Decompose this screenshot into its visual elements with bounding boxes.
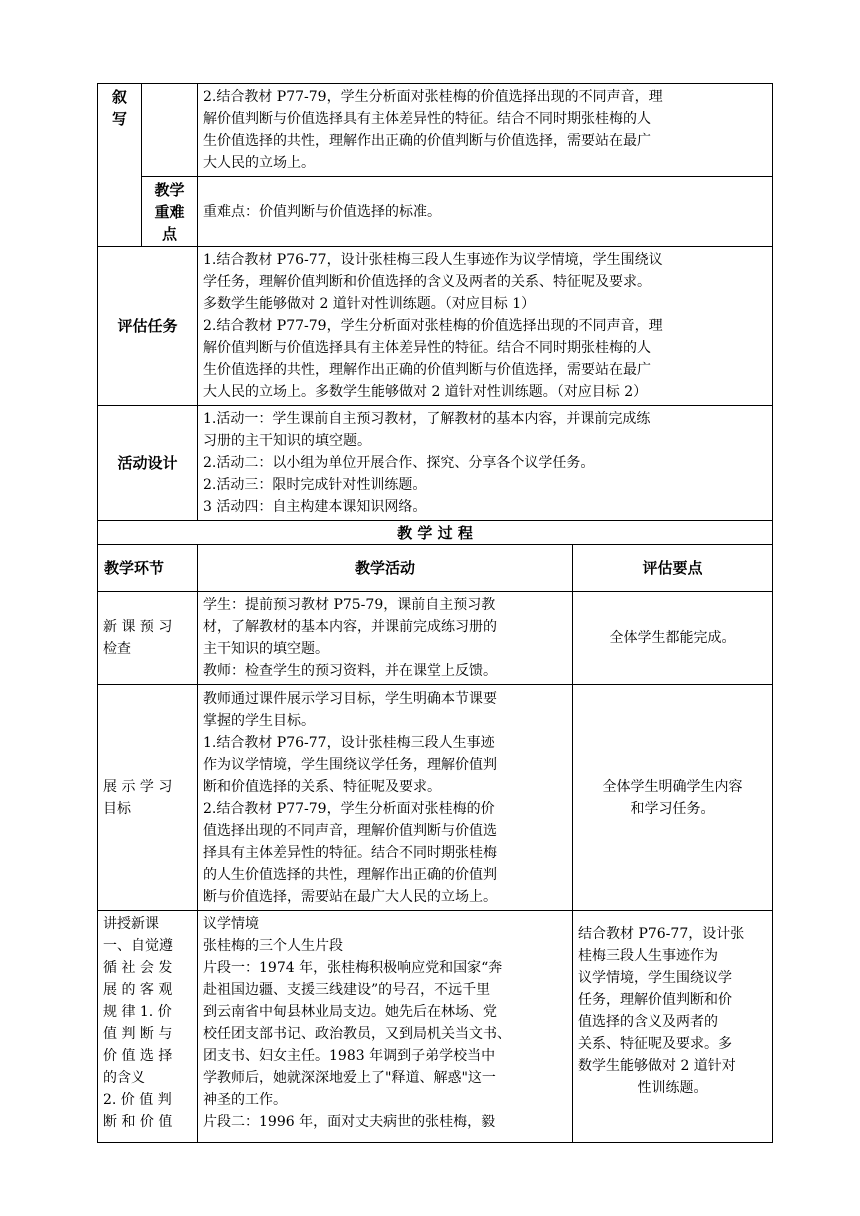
difficulty-label (142, 177, 198, 247)
activity-cell-line: 教师通过课件展示学习目标，学生明确本节课要 (203, 690, 497, 707)
difficulty-label-line: 重难 (154, 202, 185, 221)
assessment-line: 大人民的立场上。多数学生能够做对 2 道针对性训练题。（对应目标 2） (203, 384, 648, 400)
stage-line: 新 课 预 习 (103, 619, 173, 635)
assessment-text (198, 247, 773, 406)
activity-line: 3 活动四：自主构建本课知识网络。 (203, 499, 427, 515)
activity-cell-line: 教师：检查学生的预习资料，并在课堂上反馈。 (203, 663, 497, 679)
stage-line: 讲授新课 (103, 916, 159, 932)
activity-line: 2.活动二：以小组为单位开展合作、探究、分享各个议学任务。 (203, 455, 595, 471)
assessment-cell-line: 全体学生明确学生内容 (602, 778, 743, 795)
activity-cell-line: 团支书、妇女主任。1983 年调到子弟学校当中 (203, 1048, 496, 1064)
lesson-plan-table (97, 83, 773, 1143)
stage-line: 检查 (103, 641, 131, 657)
activity-line: 2.活动三：限时完成针对性训练题。 (203, 477, 427, 493)
assessment-cell (573, 685, 773, 911)
activity-cell-line: 片段二：1996 年，面对丈夫病世的张桂梅，毅 (203, 1114, 496, 1130)
assessment-label: 评估任务 (98, 247, 198, 406)
activity-line: 1.活动一：学生课前自主预习教材，了解教材的基本内容，并课前完成练 (203, 411, 651, 427)
activity-cell-line: 材，了解教材的基本内容，并课前完成练习册的 (203, 619, 497, 635)
activity-cell-line: 学教师后，她就深深地爱上了"释道、解惑"这一 (203, 1070, 496, 1086)
stage-line: 的含义 (103, 1070, 145, 1086)
assessment-cell-line: 关系、特征呢及要求。多 (578, 1036, 732, 1052)
header-assessment: 评估要点 (573, 545, 773, 592)
assessment-cell-line: 桂梅三段人生事迹作为 (578, 948, 718, 964)
difficulty-text (198, 177, 773, 247)
objective-line: 2.结合教材 P77-79，学生分析面对张桂梅的价值选择出现的不同声音，理 (203, 89, 663, 105)
stage-line: 一、自觉遵 (103, 938, 173, 954)
stage-line: 2. 价 值 判 (103, 1092, 172, 1108)
assessment-line: 生价值选择的共性，理解作出正确的价值判断与价值选择，需要站在最广 (203, 362, 651, 378)
activity-cell-line: 学生：提前预习教材 P75-79，课前自主预习教 (203, 597, 496, 613)
process-title: 教 学 过 程 (98, 521, 773, 545)
stage-cell (98, 685, 198, 911)
activity-cell-line: 作为议学情境，学生围绕议学任务，理解价值判 (203, 756, 497, 773)
assessment-cell-line: 结合教材 P76-77，设计张 (578, 926, 745, 942)
activity-cell (198, 911, 573, 1143)
difficulty-text-line: 重难点：价值判断与价值选择的标准。 (203, 203, 441, 220)
activity-cell-line: 择具有主体差异性的特征。结合不同时期张桂梅 (203, 844, 497, 861)
header-stage: 教学环节 (98, 545, 198, 592)
assessment-line: 1.结合教材 P76-77，设计张桂梅三段人生事迹作为议学情境，学生围绕议 (203, 252, 663, 268)
activity-cell (198, 592, 573, 685)
activity-cell-line: 校任团支部书记、政治教员，又到局机关当文书、 (203, 1026, 511, 1042)
stage-line: 断 和 价 值 (103, 1114, 173, 1130)
objective-line: 解价值判断与价值选择具有主体差异性的特征。结合不同时期张桂梅的人 (203, 111, 651, 127)
stage-cell (98, 592, 198, 685)
objective-line: 生价值选择的共性，理解作出正确的价值判断与价值选择，需要站在最广 (203, 133, 651, 149)
activity-cell-line: 1.结合教材 P76-77，设计张桂梅三段人生事迹 (203, 734, 495, 751)
difficulty-label-line: 教学 (154, 180, 185, 199)
activity-cell-line: 断和价值选择的关系、特征呢及要求。 (203, 778, 441, 795)
assessment-cell-line: 议学情境，学生围绕议学 (578, 970, 732, 986)
activity-cell-line: 主干知识的填空题。 (203, 641, 329, 657)
section-label-objectives (98, 84, 142, 247)
header-activity: 教学活动 (198, 545, 573, 592)
assessment-cell-line: 值选择的含义及两者的 (578, 1014, 718, 1030)
activity-cell-line: 张桂梅的三个人生片段 (203, 938, 343, 954)
objectives-text-cell (198, 84, 773, 177)
stage-line: 目标 (103, 800, 131, 817)
activity-cell-line: 到云南省中甸县林业局支边。她先后在林场、党 (203, 1004, 497, 1020)
stage-line: 价 值 选 择 (103, 1048, 173, 1064)
activity-line: 习册的主干知识的填空题。 (203, 433, 371, 449)
assessment-cell-line: 全体学生都能完成。 (609, 630, 736, 646)
activity-cell-line: 掌握的学生目标。 (203, 712, 315, 729)
assessment-line: 解价值判断与价值选择具有主体差异性的特征。结合不同时期张桂梅的人 (203, 340, 651, 356)
activity-cell-line: 2.结合教材 P77-79，学生分析面对张桂梅的价 (203, 800, 495, 817)
objectives-label: 叙写 (111, 88, 127, 128)
activity-label: 活动设计 (98, 406, 198, 521)
activity-text (198, 406, 773, 521)
objective-line: 大人民的立场上。 (203, 155, 315, 171)
stage-line: 展 示 学 习 (103, 778, 173, 795)
stage-cell (98, 911, 198, 1143)
activity-cell-line: 值选择出现的不同声音，理解价值判断与价值选 (203, 822, 497, 839)
activity-cell-line: 片段一：1974 年，张桂梅积极响应党和国家“奔 (203, 960, 503, 976)
assessment-cell-line: 数学生能够做对 2 道针对 (578, 1058, 736, 1074)
assessment-cell (573, 911, 773, 1143)
activity-cell (198, 685, 573, 911)
stage-line: 值 判 断 与 (103, 1026, 173, 1042)
assessment-cell-line: 性训练题。 (637, 1080, 708, 1096)
assessment-line: 多数学生能够做对 2 道针对性训练题。（对应目标 1） (203, 296, 536, 312)
assessment-cell (573, 592, 773, 685)
stage-line: 规 律 1. 价 (103, 1004, 172, 1020)
activity-cell-line: 断与价值选择，需要站在最广大人民的立场上。 (203, 888, 497, 905)
activity-cell-line: 的人生价值选择的共性，理解作出正确的价值判 (203, 866, 497, 883)
activity-cell-line: 神圣的工作。 (203, 1092, 287, 1108)
assessment-cell-line: 任务，理解价值判断和价 (578, 992, 732, 1008)
objectives-empty-cell (142, 84, 198, 177)
assessment-cell-line: 和学习任务。 (630, 800, 715, 817)
assessment-line: 2.结合教材 P77-79，学生分析面对张桂梅的价值选择出现的不同声音，理 (203, 318, 663, 334)
activity-cell-line: 议学情境 (203, 916, 259, 932)
activity-cell-line: 赴祖国边疆、支援三线建设”的号召，不远千里 (203, 982, 491, 998)
difficulty-label-line: 点 (161, 224, 177, 243)
stage-line: 循 社 会 发 (103, 960, 173, 976)
stage-line: 展 的 客 观 (103, 982, 173, 998)
assessment-line: 学任务，理解价值判断和价值选择的含义及两者的关系、特征呢及要求。 (203, 274, 651, 290)
